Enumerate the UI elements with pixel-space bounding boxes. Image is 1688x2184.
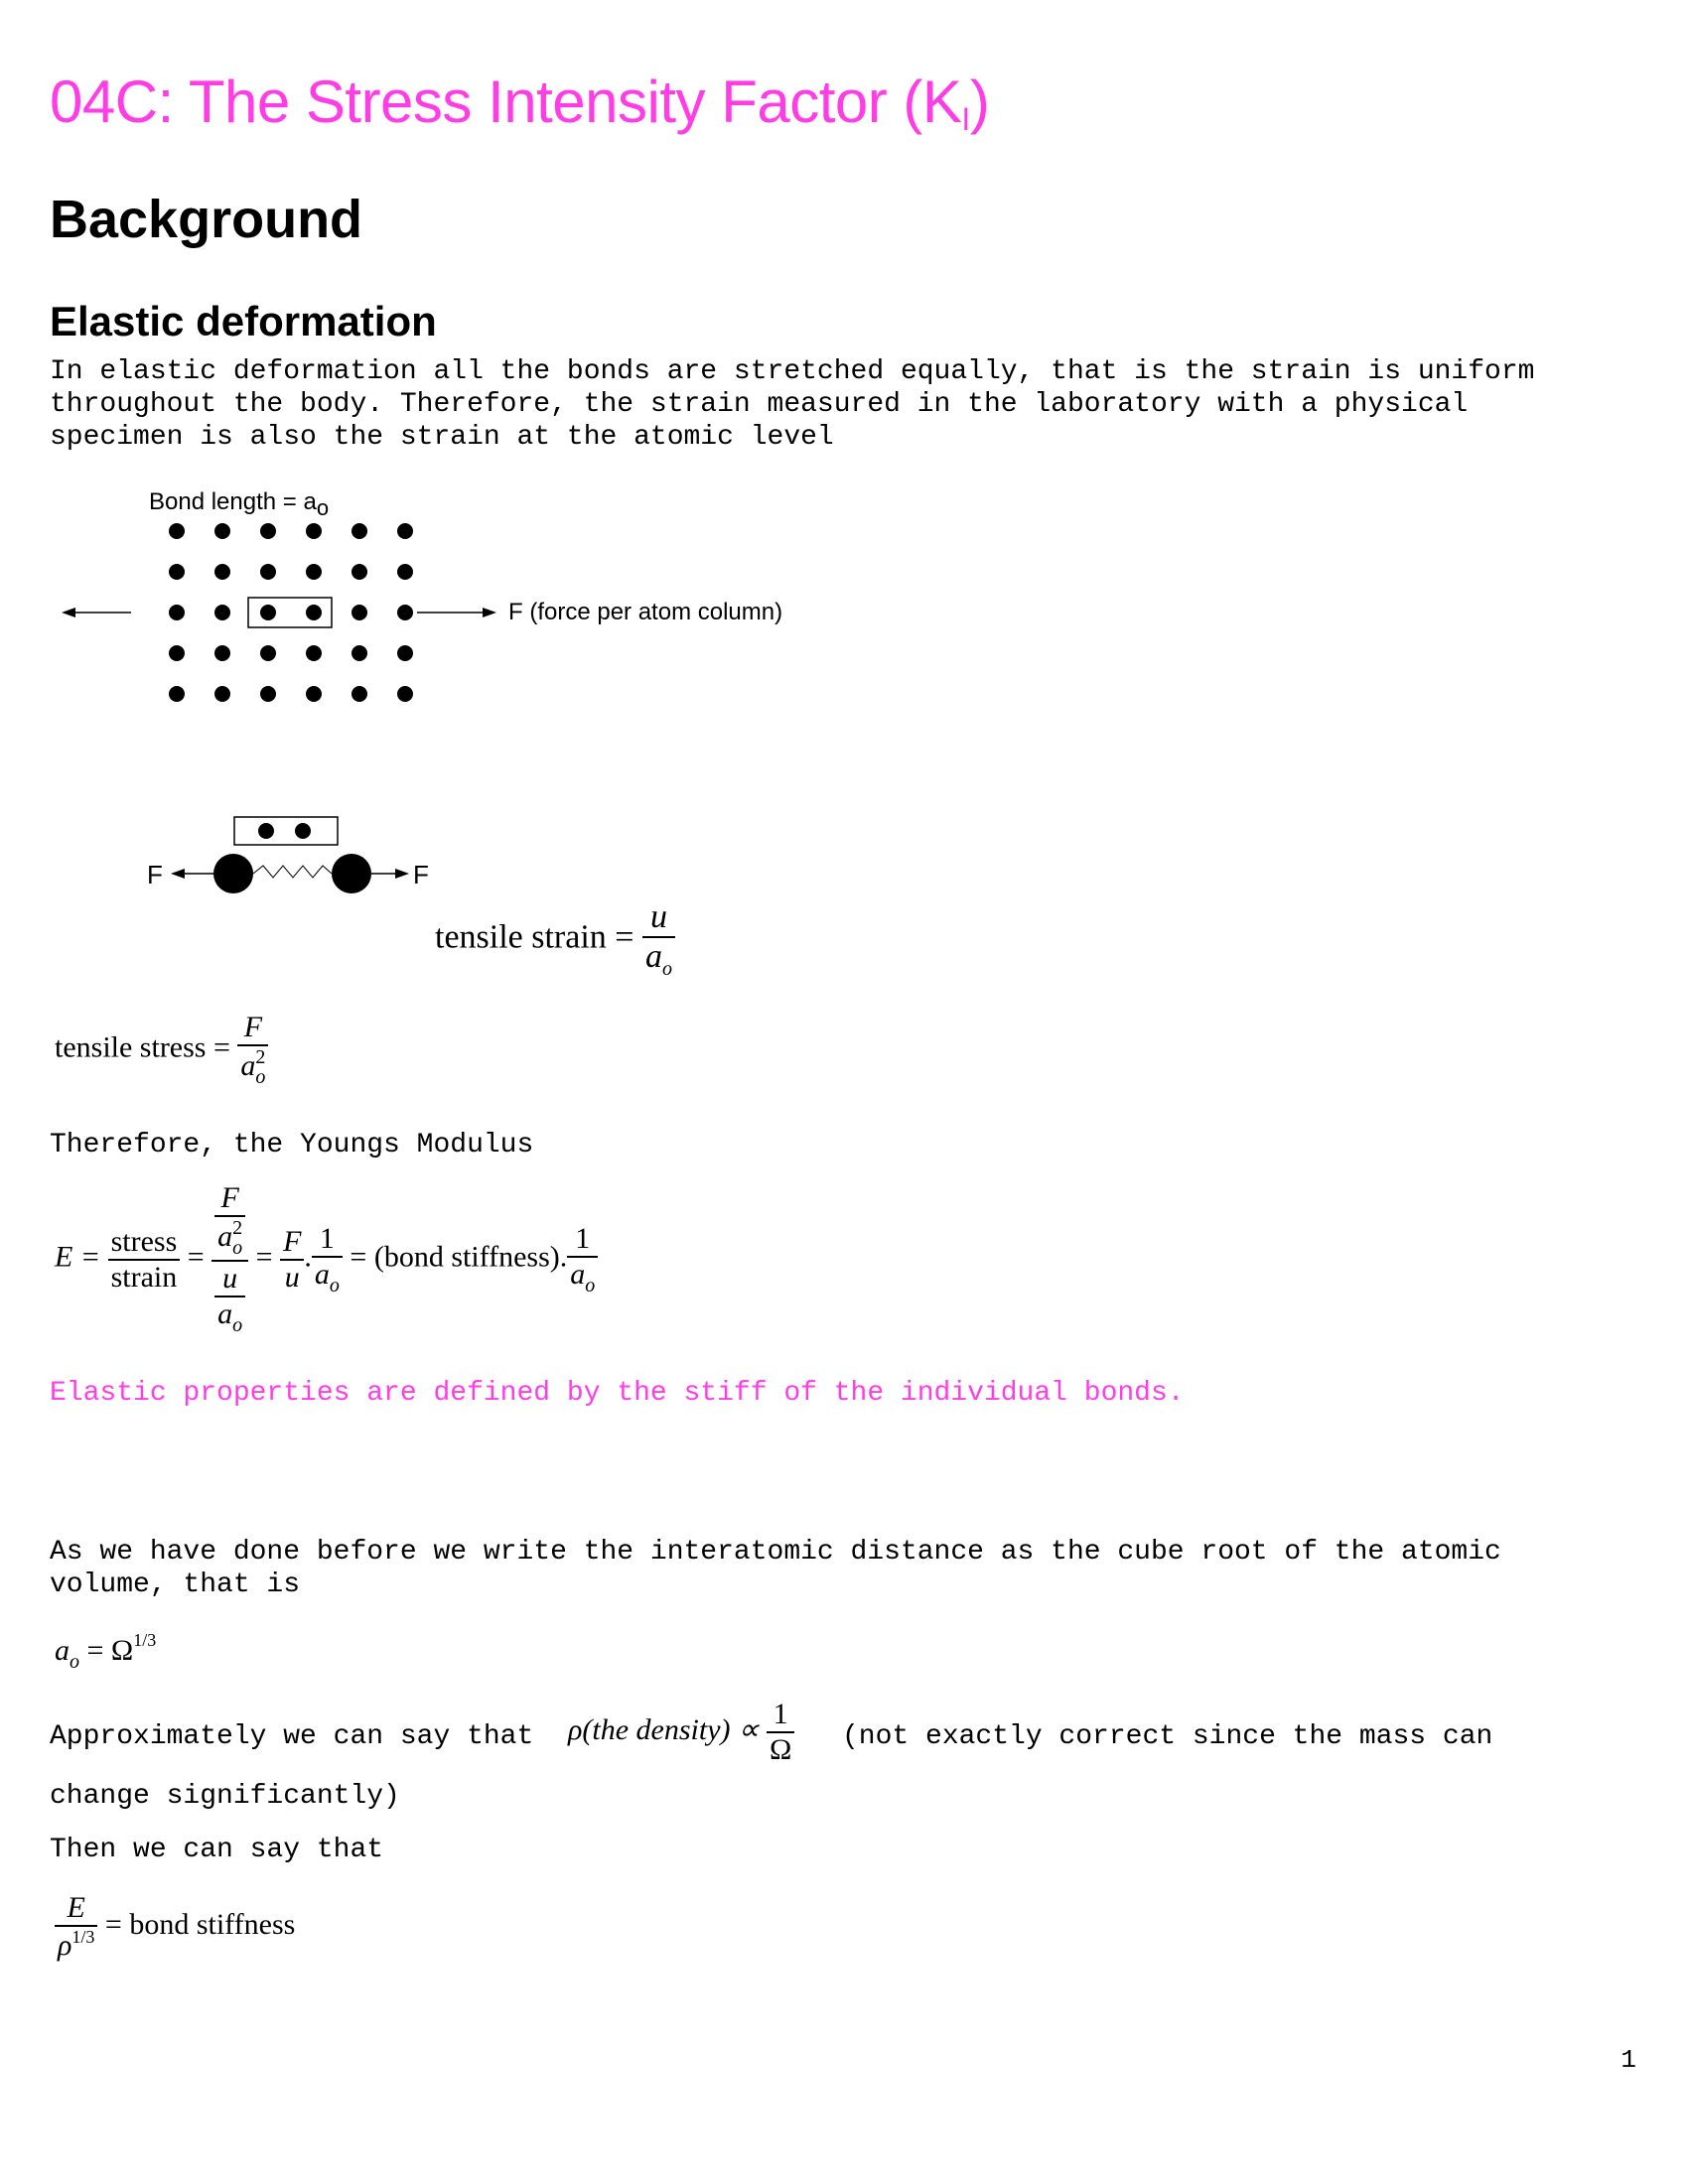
- atom: [260, 523, 276, 539]
- atom: [352, 686, 367, 702]
- atom: [306, 523, 322, 539]
- bond-length-label: Bond length = $a_o$: [149, 488, 330, 520]
- atom: [214, 686, 230, 702]
- atom: [352, 564, 367, 580]
- background-heading: Background: [50, 190, 363, 249]
- highlight-statement: Elastic properties are defined by the stiff of the individual bonds.: [50, 1378, 1185, 1409]
- atom: [352, 645, 367, 661]
- atom: [260, 686, 276, 702]
- atom: [397, 645, 413, 661]
- bond-stiffness-equation: $\frac{E}{\rho^{1/3}}$ = bond stiffness: [55, 1891, 295, 1963]
- atom: [306, 564, 322, 580]
- atom: [169, 523, 185, 539]
- atom: [260, 564, 276, 580]
- bond-spring-figure: [139, 814, 437, 893]
- atom: [214, 564, 230, 580]
- atom: [169, 686, 185, 702]
- atom: [397, 564, 413, 580]
- atom: [306, 645, 322, 661]
- page-number: 1: [1620, 2045, 1636, 2075]
- density-proportionality: ρ(the density) ∝ $\frac{1}{\Omega}$: [568, 1698, 794, 1767]
- atom: [169, 605, 185, 620]
- force-label: F (force per atom column): [508, 599, 783, 625]
- atom: [352, 523, 367, 539]
- atom: [260, 605, 276, 620]
- atom: [260, 645, 276, 661]
- right-force-arrow: [427, 601, 506, 630]
- interatomic-paragraph: As we have done before we write the interatomic distance as the cube root of the atomic volume, that is: [50, 1537, 1501, 1600]
- atom: [397, 686, 413, 702]
- atomic-volume-equation: $a_o = \Omega^{1/3}$: [55, 1630, 157, 1673]
- right-force-label: F: [413, 860, 429, 889]
- tensile-stress-equation: tensile stress = $\frac{F}{a^2_o}$: [55, 1011, 268, 1089]
- left-force-label: F: [147, 860, 163, 889]
- atom: [306, 686, 322, 702]
- intro-paragraph: In elastic deformation all the bonds are stretched equally, that is the strain is uniform throughout the body. Therefore, the strain measured in the laboratory with a physical specimen is also the strain at the atomic level: [50, 356, 1535, 453]
- youngs-modulus-equation: E = $\frac{\text{stress}}{\text{strain}}$ = $\frac{\frac{F}{a^2_o}}{\frac{u}{a_o}}$ = $\frac{F}{u}$ . $\frac{1}{a_o}$ = (bond stiffness). $\frac{1}{a_o}$: [55, 1181, 598, 1337]
- page-title: 04C: The Stress Intensity Factor $(K_I)$: [50, 68, 990, 137]
- atom: [169, 645, 185, 661]
- atom: [214, 523, 230, 539]
- elastic-deformation-heading: Elastic deformation: [50, 298, 437, 344]
- youngs-modulus-text: Therefore, the Youngs Modulus: [50, 1130, 534, 1160]
- tensile-strain-equation: tensile strain = $\frac{u}{a_o}$: [435, 898, 675, 981]
- atom: [214, 645, 230, 661]
- atom-lattice-figure: [40, 516, 427, 715]
- approx-text-end: (not exactly correct since the mass can: [842, 1721, 1493, 1752]
- atom: [397, 605, 413, 620]
- approx-text-continued: change significantly): [50, 1781, 400, 1812]
- atom: [169, 564, 185, 580]
- atom: [214, 605, 230, 620]
- atom: [306, 605, 322, 620]
- approx-text-start: Approximately we can say that: [50, 1721, 534, 1752]
- atom: [352, 605, 367, 620]
- atom: [397, 523, 413, 539]
- then-text: Then we can say that: [50, 1835, 384, 1865]
